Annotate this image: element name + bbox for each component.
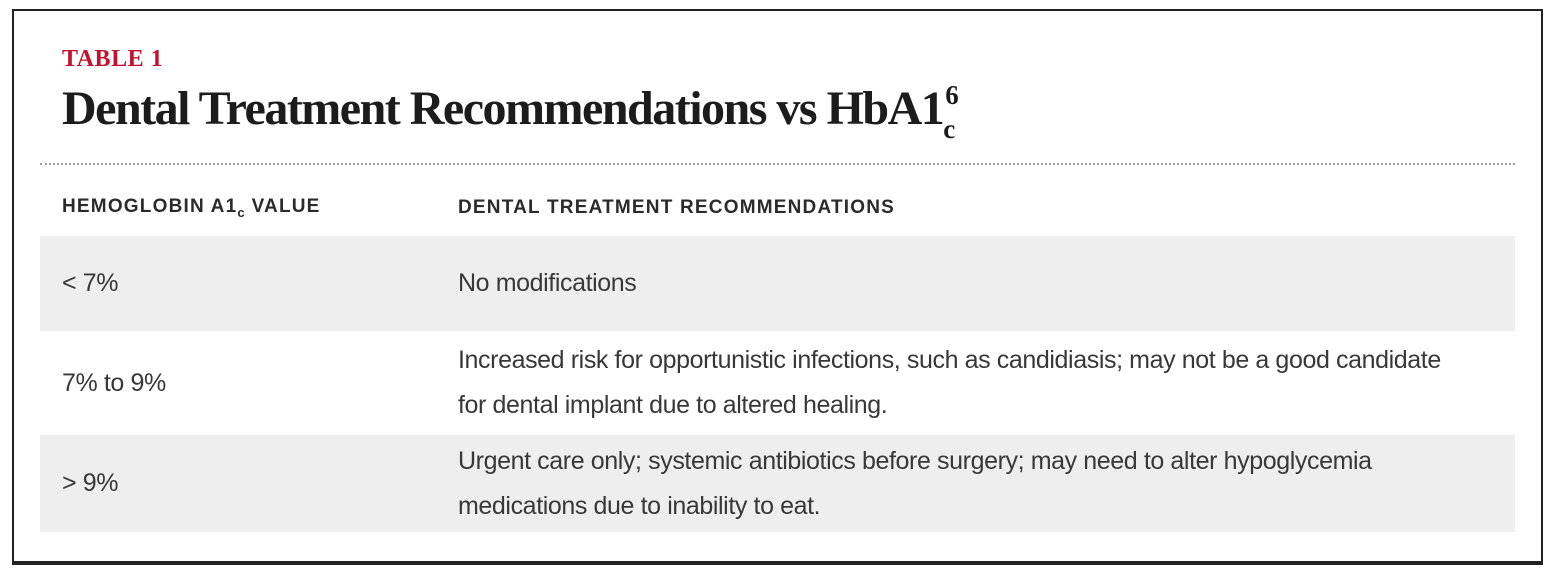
table-row <box>40 331 1515 435</box>
recommendation-cell: Urgent care only; systemic antibiotics before surgery; may need to alter hypoglycemia medications due to inability to eat. <box>458 446 1372 520</box>
table-title-citation-superscript: 6 <box>945 80 959 110</box>
dotted-separator <box>40 163 1515 165</box>
table-row <box>40 435 1515 532</box>
table-title <box>62 80 1515 144</box>
recommendation-cell: No modifications <box>458 269 637 297</box>
hba1c-header-prefix: HEMOGLOBIN A1 <box>62 196 238 217</box>
column-header-hba1c-value <box>62 195 458 220</box>
hba1c-value-cell: > 9% <box>62 469 119 497</box>
hba1c-header-suffix: VALUE <box>245 196 321 217</box>
table-header-row <box>40 195 1515 220</box>
hba1c-header-subscript: c <box>237 205 246 220</box>
hba1c-value-cell: < 7% <box>62 269 119 297</box>
table-row <box>40 236 1515 331</box>
hba1c-value-cell: 7% to 9% <box>62 368 166 397</box>
column-header-recommendations: DENTAL TREATMENT RECOMMENDATIONS <box>458 196 896 218</box>
table-number-label: TABLE 1 <box>62 46 164 72</box>
table-card <box>12 9 1543 565</box>
table-title-subscript: c <box>943 114 956 144</box>
table-title-main: Dental Treatment Recommendations vs HbA1 <box>62 82 944 135</box>
table-card-inner <box>14 47 1541 532</box>
recommendation-cell: Increased risk for opportunistic infections, such as candidiasis; may not be a good candidate for dental implant due to altered healing. <box>458 346 1441 419</box>
